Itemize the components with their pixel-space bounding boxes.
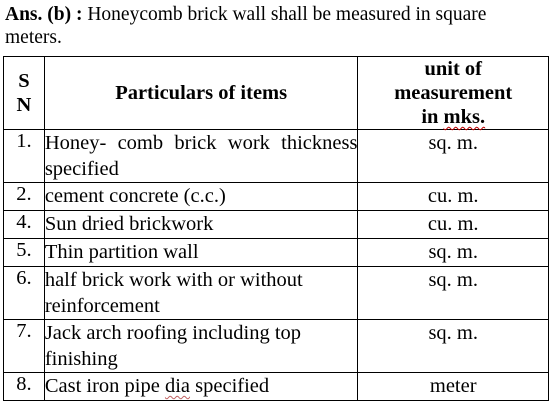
header-sn xyxy=(4,57,45,130)
row-sn: 4. xyxy=(4,211,45,239)
row-particular: Sun dried brickwork xyxy=(44,211,358,239)
row-unit: sq. m. xyxy=(358,239,549,267)
row-unit: cu. m. xyxy=(358,183,549,211)
row-unit: sq. m. xyxy=(358,267,549,320)
row-sn: 2. xyxy=(4,183,45,211)
table-row xyxy=(4,183,549,211)
table-row xyxy=(4,211,549,239)
units-table xyxy=(3,56,549,401)
row-particular: Honey- comb brick work thickness specified xyxy=(44,130,358,183)
header-unit-line2: measurement xyxy=(394,82,513,104)
row-particular: Thin partition wall xyxy=(44,239,358,267)
header-particulars: Particulars of items xyxy=(44,57,358,130)
header-unit-line3-pre: in xyxy=(421,106,444,128)
row-particular: cement concrete (c.c.) xyxy=(44,183,358,211)
row-unit: sq. m. xyxy=(358,130,549,183)
header-unit xyxy=(358,57,549,130)
answer-paragraph xyxy=(5,3,545,49)
table-row xyxy=(4,267,549,320)
header-unit-line3-word: mks. xyxy=(443,106,486,128)
row-particular xyxy=(44,373,358,401)
answer-text: Honeycomb brick wall shall be measured in square meters. xyxy=(5,4,487,48)
row-particular-dia: dia xyxy=(164,375,191,397)
row-unit: cu. m. xyxy=(358,211,549,239)
answer-label: Ans. (b) : xyxy=(5,4,83,25)
table-row xyxy=(4,239,549,267)
row-unit: meter xyxy=(358,373,549,401)
table-header-row xyxy=(4,57,549,130)
table-row xyxy=(4,320,549,373)
row-particular: Jack arch roofing including top finishing xyxy=(44,320,358,373)
row-particular-pre: Cast iron pipe xyxy=(44,375,165,397)
table-row xyxy=(4,130,549,183)
row-particular: half brick work with or without reinforcement xyxy=(44,267,358,320)
row-sn: 8. xyxy=(4,373,45,401)
header-unit-line3 xyxy=(358,105,548,129)
table-row xyxy=(4,373,549,401)
row-sn: 6. xyxy=(4,267,45,320)
header-unit-line1: unit of xyxy=(424,58,482,80)
row-particular-post: specified xyxy=(190,375,270,397)
row-unit: sq. m. xyxy=(358,320,549,373)
row-sn: 5. xyxy=(4,239,45,267)
row-sn: 7. xyxy=(4,320,45,373)
row-sn: 1. xyxy=(4,130,45,183)
header-sn-line2: N xyxy=(16,94,32,116)
header-sn-line1: S xyxy=(18,70,30,92)
